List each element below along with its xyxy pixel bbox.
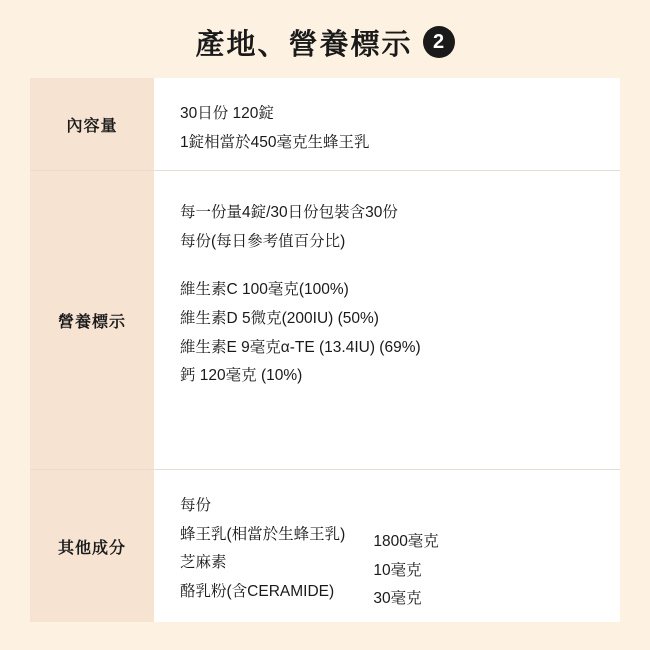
serving-size-line: 每一份量4錠/30日份包裝含30份 bbox=[180, 204, 398, 221]
other-item-2: 芝麻素 bbox=[180, 554, 227, 572]
nutrient-line-vitamin-d: 維生素D 5微克(200IU) (50%) bbox=[180, 310, 379, 328]
nutrient-line-vitamin-c: 維生素C 100毫克(100%) bbox=[180, 281, 349, 299]
other-amount-1: 1800毫克 bbox=[373, 533, 439, 550]
row-label-capacity: 內容量 bbox=[30, 78, 154, 170]
page-title-text: 產地、營養標示 bbox=[195, 28, 413, 61]
other-amount-3: 30毫克 bbox=[373, 590, 422, 608]
nutrition-spacer bbox=[180, 256, 600, 276]
row-value-other-ingredients bbox=[154, 470, 620, 622]
other-ingredients-layout bbox=[180, 492, 600, 614]
table-row-capacity bbox=[30, 78, 620, 171]
page-title bbox=[0, 0, 650, 78]
row-value-nutrition bbox=[154, 171, 620, 469]
daily-value-line: 每份(每日參考值百分比) bbox=[180, 232, 346, 250]
other-amount-2: 10毫克 bbox=[373, 561, 422, 579]
row-label-other-ingredients: 其他成分 bbox=[30, 470, 154, 622]
other-ingredient-amounts bbox=[373, 492, 438, 614]
other-item-1: 蜂王乳(相當於生蜂王乳) bbox=[180, 525, 346, 543]
other-ingredient-names bbox=[180, 492, 345, 607]
nutrient-line-vitamin-e: 維生素E 9毫克α-TE (13.4IU) (69%) bbox=[180, 338, 421, 356]
product-info-table bbox=[30, 78, 620, 622]
capacity-line-2: 1錠相當於450毫克生蜂王乳 bbox=[180, 133, 370, 151]
nutrient-line-calcium: 鈣 120毫克 (10%) bbox=[180, 367, 303, 385]
other-heading: 每份 bbox=[180, 497, 212, 514]
table-row-other-ingredients bbox=[30, 470, 620, 622]
row-label-nutrition: 營養標示 bbox=[30, 171, 154, 469]
section-number-badge: 2 bbox=[423, 26, 455, 58]
capacity-line-1: 30日份 120錠 bbox=[180, 105, 274, 122]
row-value-capacity bbox=[154, 78, 620, 170]
table-row-nutrition bbox=[30, 171, 620, 470]
other-item-3: 酪乳粉(含CERAMIDE) bbox=[180, 583, 335, 601]
